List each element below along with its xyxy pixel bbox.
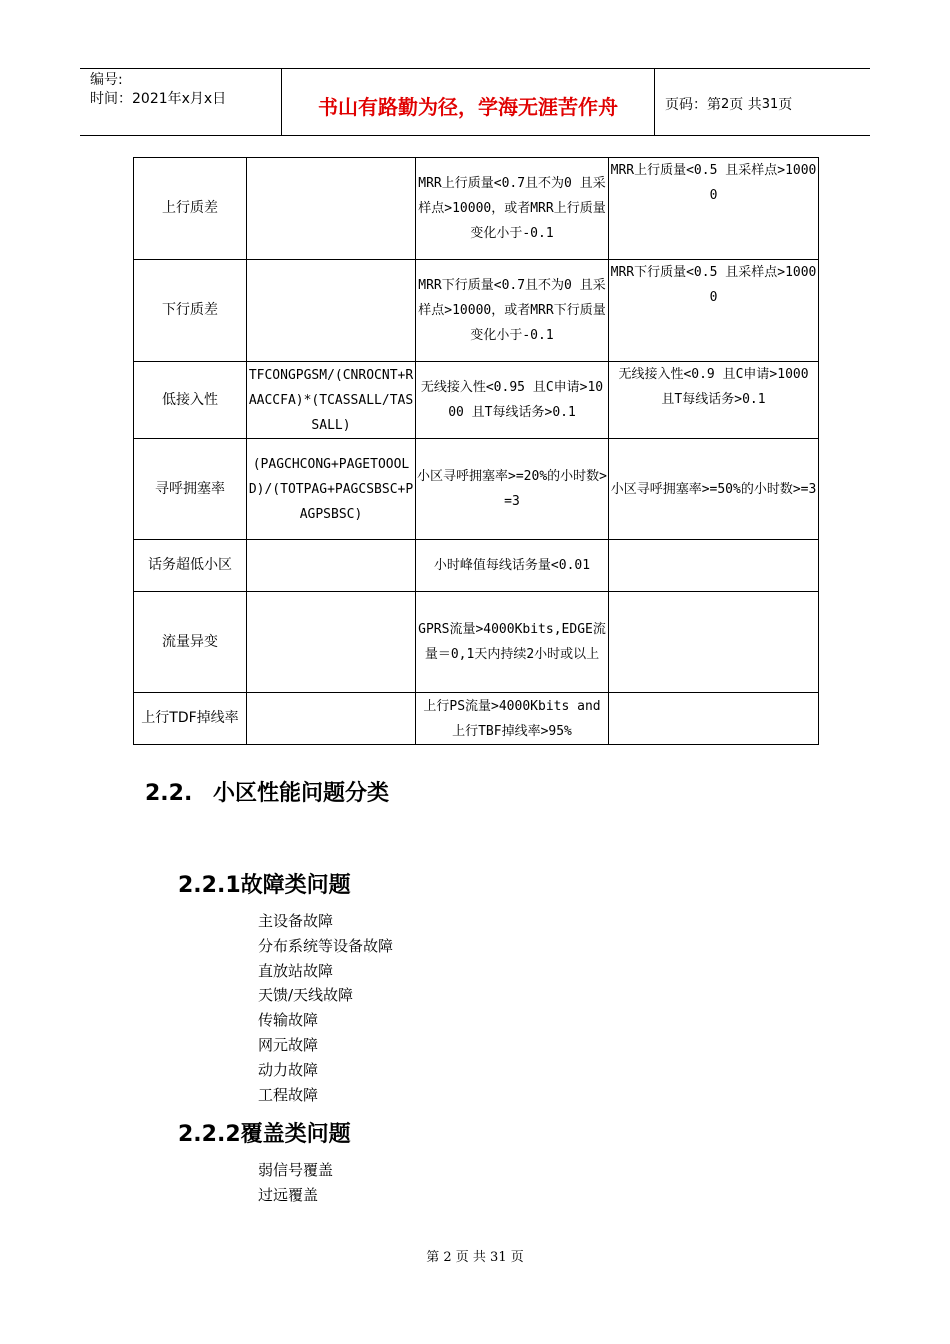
table-row bbox=[134, 158, 819, 260]
table-row bbox=[134, 693, 819, 745]
list-item: 传输故障 bbox=[258, 1011, 319, 1030]
section-number: 2.2. bbox=[145, 781, 193, 806]
row-threshold-2 bbox=[609, 540, 819, 592]
table-row bbox=[134, 592, 819, 693]
page-end: 页 bbox=[778, 97, 793, 113]
list-item: 网元故障 bbox=[258, 1035, 319, 1054]
row-threshold-1: 小区寻呼拥塞率>=20%的小时数>=3 bbox=[416, 439, 609, 540]
page-total: 31 bbox=[761, 96, 779, 112]
number-label: 编号: bbox=[90, 72, 123, 88]
list-item: 天馈/天线故障 bbox=[258, 986, 354, 1005]
row-formula bbox=[247, 592, 416, 693]
header-info bbox=[80, 69, 282, 135]
page-header bbox=[80, 68, 870, 136]
subsection-coverage-title: 2.2.2覆盖类问题 bbox=[178, 1122, 351, 1147]
row-threshold-2: 小区寻呼拥塞率>=50%的小时数>=3 bbox=[609, 439, 819, 540]
row-threshold-1: 无线接入性<0.95 且C申请>1000 且T每线话务>0.1 bbox=[416, 362, 609, 439]
section-title: 小区性能问题分类 bbox=[213, 781, 390, 806]
kpi-threshold-table bbox=[133, 157, 819, 745]
row-threshold-1: MRR下行质量<0.7且不为0 且采样点>10000，或者MRR下行质量变化小于-0.1 bbox=[416, 260, 609, 362]
row-formula: (PAGCHCONG+PAGETOOOLD)/(TOTPAG+PAGCSBSC+PAGPSBSC) bbox=[247, 439, 416, 540]
row-threshold-2 bbox=[609, 592, 819, 693]
row-threshold-1: MRR上行质量<0.7且不为0 且采样点>10000，或者MRR上行质量变化小于-0.1 bbox=[416, 158, 609, 260]
row-threshold-2: MRR下行质量<0.5 且采样点>10000 bbox=[609, 260, 819, 362]
row-name: 流量异变 bbox=[134, 592, 247, 693]
list-item: 主设备故障 bbox=[258, 912, 334, 930]
list-item: 直放站故障 bbox=[258, 961, 334, 980]
row-threshold-1: GPRS流量>4000Kbits,EDGE流量＝0,1天内持续2小时或以上 bbox=[416, 592, 609, 693]
subsection-fault-title: 2.2.1故障类问题 bbox=[178, 873, 351, 898]
row-formula bbox=[247, 693, 416, 745]
row-name: 上行TDF掉线率 bbox=[134, 693, 247, 745]
row-threshold-2 bbox=[609, 693, 819, 745]
row-threshold-1: 上行PS流量>4000Kbits and 上行TBF掉线率>95% bbox=[416, 693, 609, 745]
row-formula bbox=[247, 158, 416, 260]
header-motto: 书山有路勤为径，学海无涯苦作舟 bbox=[282, 69, 655, 135]
list-item: 分布系统等设备故障 bbox=[258, 936, 394, 955]
list-item: 动力故障 bbox=[258, 1060, 319, 1079]
row-threshold-2: 无线接入性<0.9 且C申请>1000 且T每线话务>0.1 bbox=[609, 362, 819, 439]
row-formula bbox=[247, 540, 416, 592]
table-row bbox=[134, 540, 819, 592]
list-item: 工程故障 bbox=[258, 1085, 319, 1104]
row-threshold-2: MRR上行质量<0.5 且采样点>10000 bbox=[609, 158, 819, 260]
row-name: 话务超低小区 bbox=[134, 540, 247, 592]
page-label: 页码：第 bbox=[665, 97, 721, 113]
header-page-info bbox=[655, 69, 870, 135]
row-name: 上行质差 bbox=[134, 158, 247, 260]
list-item: 弱信号覆盖 bbox=[258, 1161, 334, 1179]
row-name: 寻呼拥塞率 bbox=[134, 439, 247, 540]
page-mid: 页 共 bbox=[729, 97, 762, 113]
coverage-list bbox=[258, 1158, 333, 1208]
table-row bbox=[134, 439, 819, 540]
time-label: 时间：2021年x月x日 bbox=[90, 91, 227, 107]
row-name: 下行质差 bbox=[134, 260, 247, 362]
row-formula: TFCONGPGSM/(CNROCNT+RAACCFA)*(TCASSALL/TASSALL) bbox=[247, 362, 416, 439]
section-heading bbox=[145, 776, 389, 807]
page-footer: 第 2 页 共 31 页 bbox=[426, 1250, 524, 1265]
fault-list bbox=[258, 909, 393, 1107]
table-row bbox=[134, 362, 819, 439]
list-item: 过远覆盖 bbox=[258, 1185, 319, 1204]
row-name: 低接入性 bbox=[134, 362, 247, 439]
table-row bbox=[134, 260, 819, 362]
page-number: 2 bbox=[721, 96, 730, 112]
row-formula bbox=[247, 260, 416, 362]
row-threshold-1: 小时峰值每线话务量<0.01 bbox=[416, 540, 609, 592]
